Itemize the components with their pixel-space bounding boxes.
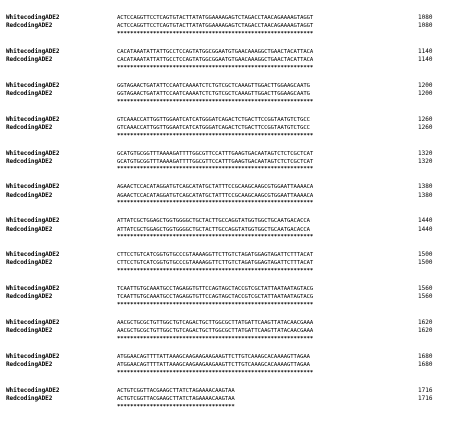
sequence-text: CTTCCTGTCATCGGTGTGCCCGTAAAAGGTTCTTGTCTAGATGGAGTAGATTCTTTACAT bbox=[117, 252, 314, 259]
sequence-text: ACTGTCGGTTACGAAGCTTATCTAGAAAACAAGTAA bbox=[117, 387, 235, 394]
sequence-position: 1380 bbox=[418, 191, 433, 199]
alignment-row bbox=[6, 387, 452, 395]
sequence-name: RedcodingADE2 bbox=[6, 123, 53, 131]
sequence-text: GGTAGAACTGATATTCCAATCAAAATCTCTGTCGCTCAAAGTTGGACTTGGAAGCAATG bbox=[117, 90, 310, 97]
alignment-block bbox=[6, 285, 452, 319]
sequence-text: ATTATCGCTGGAGCTGGTGGGGCTGCTACTTGCCAGGTATGGTGGCTGCAATGACACCA bbox=[117, 226, 310, 233]
sequence-position: 1716 bbox=[418, 386, 433, 394]
sequence-name: RedcodingADE2 bbox=[6, 293, 53, 301]
sequence-position: 1380 bbox=[418, 183, 433, 191]
sequence-position: 1680 bbox=[418, 352, 433, 360]
sequence-text: ACTCCAGGTTCCTCAGTGTACTTATATGGAAAAGAGTCTAGACCTAACAGAAAAGTAGGT bbox=[117, 15, 314, 21]
conservation-row bbox=[6, 30, 452, 38]
alignment-block bbox=[6, 353, 452, 387]
conservation-row bbox=[6, 369, 452, 377]
sequence-position: 1320 bbox=[418, 157, 433, 165]
conservation-markers: ************************************************************ bbox=[117, 64, 314, 71]
alignment-row bbox=[6, 183, 452, 191]
sequence-text: TCAATTGTGCAAATGCCTAGAGGTGTTCCAGTAGCTACCGTCGCTATTAATAATAGTACG bbox=[117, 286, 314, 293]
sequence-position: 1140 bbox=[418, 47, 433, 55]
sequence-position: 1080 bbox=[418, 14, 433, 21]
sequence-name: WhitecodingADE2 bbox=[6, 319, 60, 327]
sequence-position: 1200 bbox=[418, 89, 433, 97]
alignment-row bbox=[6, 319, 452, 327]
conservation-markers: ************************************************************ bbox=[117, 268, 314, 275]
sequence-name: WhitecodingADE2 bbox=[6, 386, 60, 394]
sequence-position: 1680 bbox=[418, 361, 433, 369]
sequence-text: AACGCTGCGCTGTTGGCTGTCAGACTGCTTGGCGCTTATGATTCAAGTTATACAACGAAA bbox=[117, 320, 314, 327]
alignment-block bbox=[6, 150, 452, 184]
sequence-name: RedcodingADE2 bbox=[6, 89, 53, 97]
sequence-position: 1200 bbox=[418, 81, 433, 89]
alignment-row bbox=[6, 150, 452, 158]
conservation-row bbox=[6, 302, 452, 310]
sequence-name: WhitecodingADE2 bbox=[6, 81, 60, 89]
alignment-block bbox=[6, 319, 452, 353]
sequence-position: 1500 bbox=[418, 259, 433, 267]
sequence-position: 1620 bbox=[418, 327, 433, 335]
sequence-name: RedcodingADE2 bbox=[6, 157, 53, 165]
sequence-position: 1620 bbox=[418, 319, 433, 327]
conservation-row bbox=[6, 335, 452, 343]
sequence-name: RedcodingADE2 bbox=[6, 56, 53, 64]
sequence-text: GCATGTGCGGTTTAAAAGATTTTGGCGTTCCATTTGAAGTGACAATAGTCTCTCGCTCAT bbox=[117, 150, 314, 157]
sequence-position: 1260 bbox=[418, 123, 433, 131]
sequence-name: WhitecodingADE2 bbox=[6, 352, 60, 360]
alignment-row bbox=[6, 285, 452, 293]
sequence-position: 1320 bbox=[418, 149, 433, 157]
alignment-block bbox=[6, 82, 452, 116]
sequence-position: 1500 bbox=[418, 251, 433, 259]
sequence-name: RedcodingADE2 bbox=[6, 327, 53, 335]
alignment-block bbox=[6, 387, 452, 421]
sequence-text: ATGGAACAGTTTTATTAAAGCAAGAAGAAGAAGTTCTTGTCAAAGCACAAAAGTTAGAA bbox=[117, 362, 310, 369]
sequence-name: WhitecodingADE2 bbox=[6, 251, 60, 259]
alignment-row bbox=[6, 48, 452, 56]
sequence-position: 1080 bbox=[418, 22, 433, 30]
conservation-markers: ************************************************************ bbox=[117, 369, 314, 376]
conservation-row bbox=[6, 403, 452, 411]
conservation-markers: ************************************************************ bbox=[117, 200, 314, 207]
sequence-name: RedcodingADE2 bbox=[6, 361, 53, 369]
sequence-text: AACGCTGCGCTGTTGGCTGTCAGACTGCTTGGCGCTTATGATTCAAGTTATACAACGAAA bbox=[117, 328, 314, 335]
sequence-text: GTCAAACCATTGGTTGGAATCATCATGGGATCAGACTCTGACTTCCGGTAATGTCTGCC bbox=[117, 124, 310, 131]
sequence-text: ATGGAACAGTTTTATTAAAGCAAGAAGAAGAAGTTCTTGTCAAAGCACAAAAGTTAGAA bbox=[117, 353, 310, 360]
conservation-row bbox=[6, 64, 452, 72]
conservation-row bbox=[6, 166, 452, 174]
sequence-text: ACTCCAGGTTCCTCAGTGTACTTATATGGAAAAGAGTCTAGACCTAACAGAAAAGTAGGT bbox=[117, 23, 314, 30]
conservation-markers: ************************************************************ bbox=[117, 234, 314, 241]
sequence-text: GTCAAACCATTGGTTGGAATCATCATGGGATCAGACTCTGACTTCCGGTAATGTCTGCC bbox=[117, 116, 310, 123]
sequence-text: TCAATTGTGCAAATGCCTAGAGGTGTTCCAGTAGCTACCGTCGCTATTAATAATAGTACG bbox=[117, 294, 314, 301]
alignment-row bbox=[6, 116, 452, 124]
sequence-text: AGAACTCCACATAGGATGTCAGCATATGCTATTTCCGCAAGCAAGCGTGGAATTAAAACA bbox=[117, 184, 314, 191]
alignment-block bbox=[6, 183, 452, 217]
sequence-name: RedcodingADE2 bbox=[6, 225, 53, 233]
alignment-row bbox=[6, 251, 452, 259]
sequence-name: WhitecodingADE2 bbox=[6, 217, 60, 225]
sequence-position: 1140 bbox=[418, 56, 433, 64]
sequence-alignment bbox=[6, 14, 452, 421]
conservation-row bbox=[6, 98, 452, 106]
alignment-row bbox=[6, 14, 452, 22]
sequence-text: CTTCCTGTCATCGGTGTGCCCGTAAAAGGTTCTTGTCTAGATGGAGTAGATTCTTTACAT bbox=[117, 260, 314, 267]
alignment-row bbox=[6, 217, 452, 225]
sequence-position: 1716 bbox=[418, 394, 433, 402]
sequence-text: AGAACTCCACATAGGATGTCAGCATATGCTATTTCCGCAAGCAAGCGTGGAATTAAAACA bbox=[117, 192, 314, 199]
alignment-row bbox=[6, 353, 452, 361]
sequence-text: ATTATCGCTGGAGCTGGTGGGGCTGCTACTTGCCAGGTATGGTGGCTGCAATGACACCA bbox=[117, 218, 310, 225]
alignment-row bbox=[6, 82, 452, 90]
sequence-name: RedcodingADE2 bbox=[6, 394, 53, 402]
sequence-name: WhitecodingADE2 bbox=[6, 183, 60, 191]
sequence-position: 1260 bbox=[418, 115, 433, 123]
alignment-block bbox=[6, 14, 452, 48]
sequence-name: WhitecodingADE2 bbox=[6, 47, 60, 55]
sequence-text: ACTGTCGGTTACGAAGCTTATCTAGAAAACAAGTAA bbox=[117, 395, 235, 402]
sequence-name: RedcodingADE2 bbox=[6, 191, 53, 199]
sequence-text: GGTAGAACTGATATTCCAATCAAAATCTCTGTCGCTCAAAGTTGGACTTGGAAGCAATG bbox=[117, 82, 310, 89]
sequence-position: 1440 bbox=[418, 225, 433, 233]
sequence-name: RedcodingADE2 bbox=[6, 259, 53, 267]
conservation-markers: ************************************************************ bbox=[117, 132, 314, 139]
conservation-markers: ************************************************************ bbox=[117, 166, 314, 173]
sequence-text: CACATAAATATTATTGCCTCCAGTATGGCGGAATGTGAACAAAGGCTGAACTACATTACA bbox=[117, 57, 314, 64]
sequence-name: WhitecodingADE2 bbox=[6, 285, 60, 293]
conservation-markers: ************************************************************ bbox=[117, 98, 314, 105]
conservation-row bbox=[6, 200, 452, 208]
sequence-name: WhitecodingADE2 bbox=[6, 14, 60, 21]
sequence-name: RedcodingADE2 bbox=[6, 22, 53, 30]
conservation-row bbox=[6, 268, 452, 276]
sequence-text: GCATGTGCGGTTTAAAAGATTTTGGCGTTCCATTTGAAGTGACAATAGTCTCTCGCTCAT bbox=[117, 158, 314, 165]
alignment-block bbox=[6, 251, 452, 285]
sequence-position: 1560 bbox=[418, 293, 433, 301]
sequence-position: 1560 bbox=[418, 285, 433, 293]
sequence-name: WhitecodingADE2 bbox=[6, 115, 60, 123]
sequence-position: 1440 bbox=[418, 217, 433, 225]
sequence-text: CACATAAATATTATTGCCTCCAGTATGGCGGAATGTGAACAAAGGCTGAACTACATTACA bbox=[117, 48, 314, 55]
alignment-block bbox=[6, 116, 452, 150]
conservation-markers: ************************************************************ bbox=[117, 30, 314, 37]
alignment-block bbox=[6, 48, 452, 82]
sequence-name: WhitecodingADE2 bbox=[6, 149, 60, 157]
alignment-block bbox=[6, 217, 452, 251]
conservation-markers: ************************************ bbox=[117, 403, 235, 410]
conservation-markers: ************************************************************ bbox=[117, 335, 314, 342]
conservation-markers: ************************************************************ bbox=[117, 302, 314, 308]
conservation-row bbox=[6, 132, 452, 140]
conservation-row bbox=[6, 234, 452, 242]
